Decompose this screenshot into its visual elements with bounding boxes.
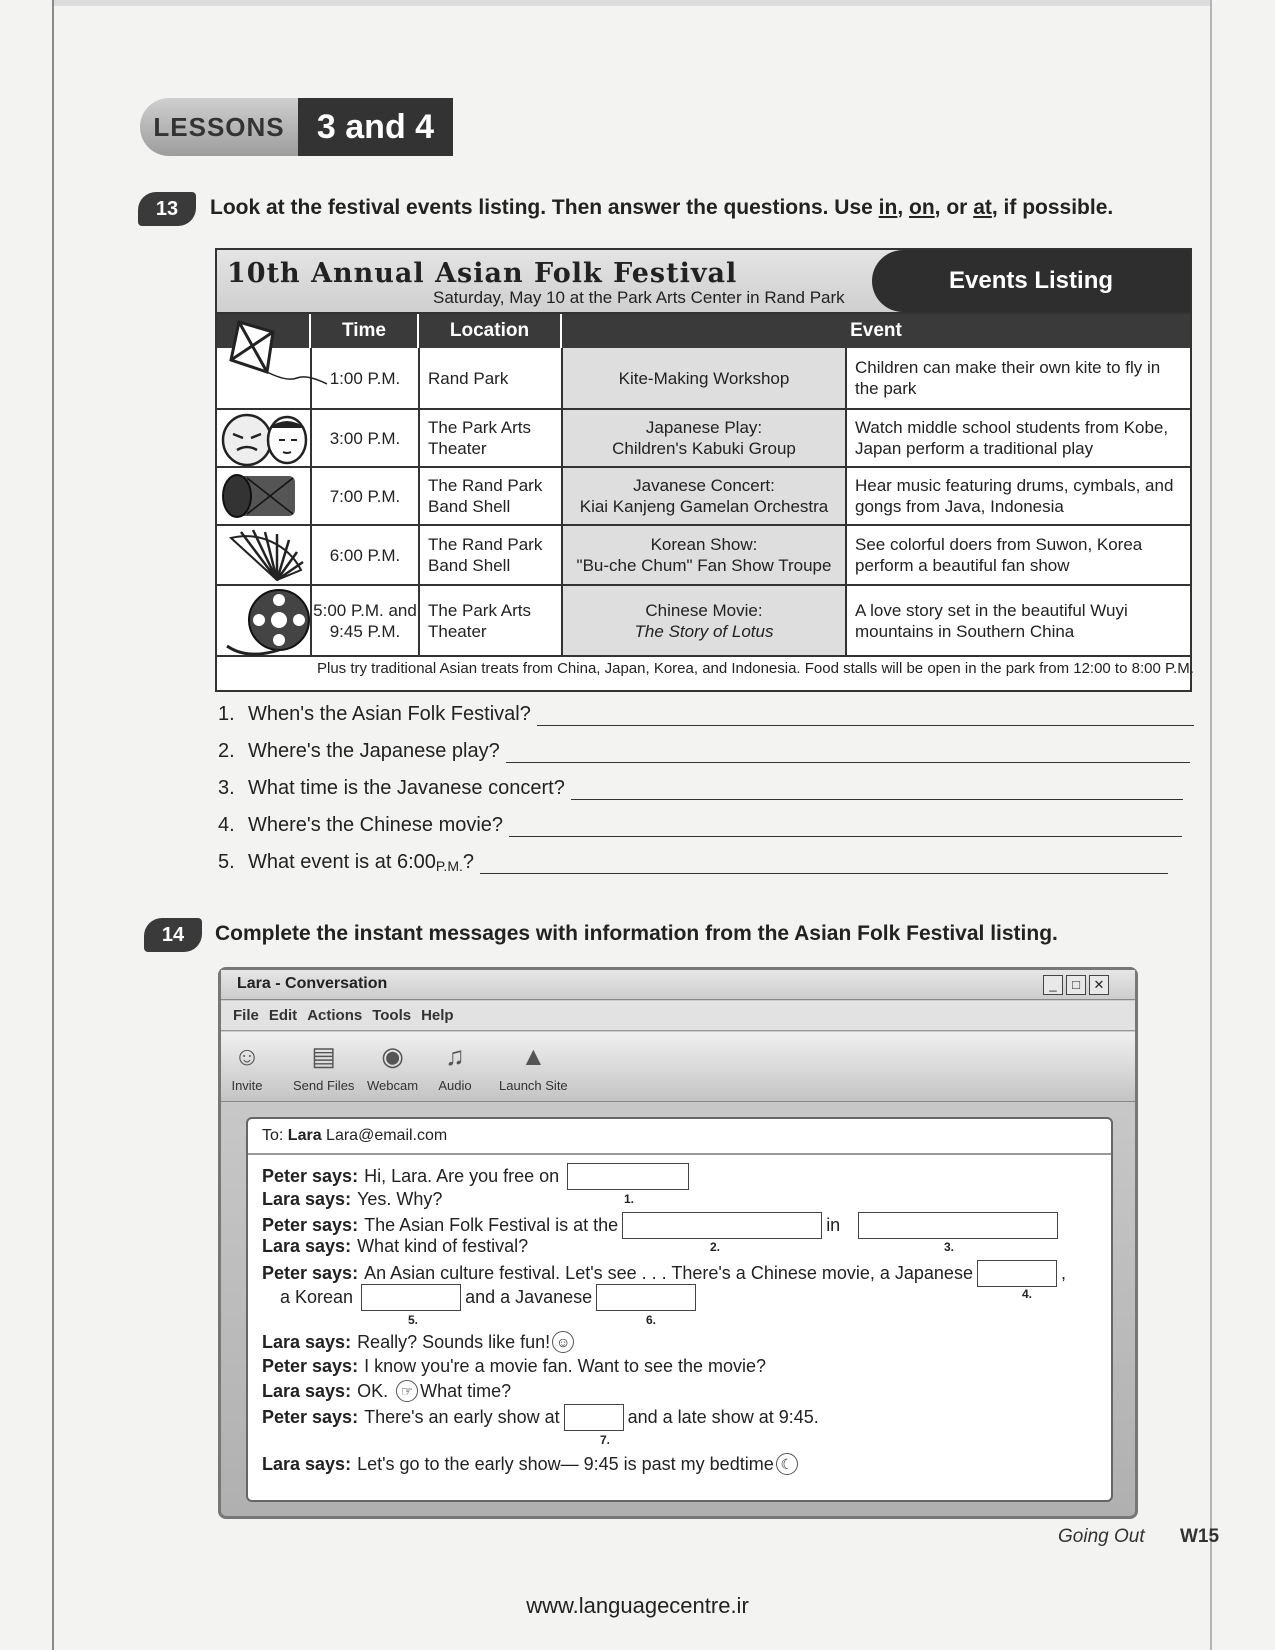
row-event [563, 586, 845, 655]
question-number: 2. [218, 740, 235, 762]
message-text: OK. [357, 1380, 389, 1401]
answer-line[interactable] [509, 819, 1182, 837]
row-description: Children can make their own kite to fly in the park [855, 358, 1161, 398]
speaker-label: Peter says: [262, 1263, 359, 1283]
row-time: 6:00 P.M. [329, 545, 401, 565]
message-text: What kind of festival? [357, 1236, 529, 1256]
row-location: Rand Park [428, 368, 509, 388]
webcam-button[interactable]: ◉ Webcam [367, 1038, 418, 1093]
blank-1[interactable] [567, 1163, 689, 1190]
to-label: To: [262, 1127, 284, 1144]
blank-number: 7. [600, 1433, 611, 1447]
menu-file[interactable]: File [233, 1007, 259, 1024]
page-edge [52, 0, 54, 1650]
kabuki-masks-icon [217, 410, 311, 466]
speaker-label: Lara says: [262, 1236, 352, 1256]
event-performer: Kiai Kanjeng Gamelan Orchestra [579, 497, 829, 516]
event-name: Javanese Concert: [633, 476, 775, 495]
blank-number: 5. [408, 1313, 419, 1327]
message-text: in [826, 1215, 841, 1235]
grid-line [845, 348, 847, 656]
chat-message [262, 1356, 766, 1377]
event-name: Chinese Movie: [645, 600, 763, 620]
to-email: Lara@email.com [326, 1127, 448, 1144]
blank-5[interactable] [361, 1284, 461, 1311]
festival-subtitle: Saturday, May 10 at the Park Arts Center in Rand Park [433, 288, 845, 307]
grid-line [418, 348, 420, 656]
lessons-banner [140, 98, 453, 156]
chat-message [262, 1212, 1062, 1239]
question-item [218, 777, 1183, 800]
message-text: There's an early show at [364, 1407, 560, 1427]
event-name: Korean Show: [650, 535, 758, 554]
question-text: When's the Asian Folk Festival? [248, 703, 531, 725]
page-edge [1210, 0, 1212, 1650]
event-performer: Children's Kabuki Group [612, 439, 796, 458]
message-text: and a late show at 9:45. [627, 1407, 819, 1427]
question-item [218, 814, 1182, 837]
row-event: Kite-Making Workshop [618, 368, 790, 388]
row-time: 3:00 P.M. [329, 428, 401, 448]
grid-line [217, 655, 1190, 657]
webcam-icon: ◉ [381, 1040, 404, 1071]
blank-number: 4. [1022, 1287, 1033, 1301]
smiley-icon: ☺ [552, 1331, 574, 1353]
files-icon: ▤ [311, 1040, 336, 1071]
speaker-label: Lara says: [262, 1453, 352, 1474]
chat-message [280, 1284, 700, 1311]
row-location: The Rand Park Band Shell [428, 476, 543, 516]
speaker-label: Peter says: [262, 1166, 359, 1186]
question-number: 5. [218, 851, 235, 873]
window-title: Lara - Conversation [237, 975, 388, 992]
question-text: What time is the Javanese concert? [248, 777, 565, 799]
column-head-event: Event [562, 314, 1190, 348]
menu-bar [221, 1001, 1135, 1031]
speaker-label: Lara says: [262, 1380, 352, 1401]
blank-7[interactable] [564, 1404, 624, 1431]
menu-edit[interactable]: Edit [268, 1007, 298, 1024]
chat-message [262, 1163, 693, 1190]
message-text: What time? [420, 1380, 512, 1401]
menu-actions[interactable]: Actions [307, 1007, 363, 1024]
row-location: The Park Arts Theater [428, 600, 531, 641]
question-number: 3. [218, 777, 235, 799]
row-description: Watch middle school students from Kobe, Japan perform a traditional play [855, 418, 1169, 458]
sleepy-moon-icon: ☾ [776, 1453, 798, 1475]
event-performer: "Bu-che Chum" Fan Show Troupe [576, 556, 832, 575]
fan-icon [217, 526, 311, 584]
question-text: Where's the Japanese play? [248, 740, 500, 762]
blank-2[interactable] [622, 1212, 822, 1239]
message-text: and a Javanese [465, 1287, 593, 1307]
chat-message [262, 1189, 442, 1210]
kite-icon [217, 312, 311, 408]
blank-6[interactable] [596, 1284, 696, 1311]
question-item [218, 703, 1194, 726]
speaker-label: Lara says: [262, 1189, 352, 1209]
speaker-label: Peter says: [262, 1215, 359, 1235]
row-description: Hear music featuring drums, cymbals, and gongs from Java, Indonesia [855, 476, 1174, 516]
send-files-button[interactable]: ▤ Send Files [293, 1038, 354, 1093]
row-time: 5:00 P.M. and 9:45 P.M. [313, 600, 417, 641]
festival-title: 10th Annual Asian Folk Festival [227, 258, 738, 289]
blank-number: 3. [944, 1240, 955, 1254]
window-titlebar [221, 970, 1135, 1000]
chat-message [262, 1453, 798, 1475]
answer-line[interactable] [571, 782, 1183, 800]
chat-panel [246, 1117, 1113, 1502]
message-text: Yes. Why? [357, 1189, 443, 1209]
to-name: Lara [287, 1127, 322, 1144]
lessons-label: LESSONS [140, 98, 298, 156]
row-time: 1:00 P.M. [329, 368, 401, 388]
row-description: A love story set in the beautiful Wuyi mountains in Southern China [855, 600, 1128, 641]
chat-message [262, 1331, 574, 1353]
menu-tools[interactable]: Tools [372, 1007, 412, 1024]
lessons-number: 3 and 4 [298, 98, 453, 156]
message-text: The Asian Folk Festival is at the [364, 1215, 619, 1235]
people-icon: ☺ [233, 1040, 261, 1071]
exercise-number: 14 [144, 918, 202, 952]
row-description: See colorful doers from Suwon, Korea perform a beautiful fan show [855, 535, 1143, 575]
message-text: Really? Sounds like fun! [357, 1331, 551, 1352]
row-event [563, 468, 845, 524]
column-head-time: Time [311, 314, 419, 348]
message-text: , [1060, 1263, 1066, 1283]
chat-message [262, 1404, 819, 1431]
blank-number: 2. [710, 1240, 721, 1254]
minimize-button[interactable]: _ [1043, 975, 1063, 995]
question-text-suffix: P.M. [435, 858, 463, 874]
blank-number: 6. [646, 1313, 657, 1327]
exercise-number: 13 [138, 192, 196, 226]
question-text-tail: ? [462, 851, 474, 873]
row-location: The Rand Park Band Shell [428, 535, 543, 575]
rocket-icon: ▲ [520, 1040, 547, 1071]
question-item [218, 740, 1190, 763]
column-head-location: Location [419, 314, 562, 348]
microphone-icon: ♫ [445, 1040, 465, 1071]
speaker-label: Lara says: [262, 1331, 352, 1352]
question-item [218, 851, 1168, 874]
answer-line[interactable] [506, 745, 1190, 763]
chat-message [262, 1260, 1066, 1287]
menu-help[interactable]: Help [421, 1007, 454, 1024]
chat-message [262, 1380, 511, 1402]
message-text: a Korean [280, 1287, 354, 1307]
row-event [563, 526, 845, 584]
message-text: An Asian culture festival. Let's see . . . There's a Chinese movie, a Japanese [364, 1263, 973, 1283]
launch-site-button[interactable]: ▲ Launch Site [499, 1038, 568, 1093]
audio-button[interactable]: ♫ Audio [437, 1038, 473, 1093]
exercise-instruction: Complete the instant messages with information from the Asian Folk Festival listing. [215, 922, 1058, 945]
exercise-instruction: Look at the festival events listing. Then answer the questions. Use in, on, or at, if possible. [210, 196, 1114, 219]
close-button[interactable]: ✕ [1089, 975, 1109, 995]
message-text: Hi, Lara. Are you free on [364, 1166, 560, 1186]
question-number: 1. [218, 703, 235, 725]
speaker-label: Peter says: [262, 1356, 359, 1376]
footer-page-number: W15 [1180, 1526, 1220, 1547]
event-performer: The Story of Lotus [634, 621, 774, 641]
events-listing-label: Events Listing [872, 250, 1190, 312]
answer-line[interactable] [480, 856, 1168, 874]
question-text: What event is at 6:00 [248, 851, 436, 873]
im-conversation-window [218, 967, 1138, 1519]
row-event [563, 410, 845, 466]
festival-events-listing [215, 248, 1192, 692]
festival-header [217, 250, 1190, 314]
blank-4[interactable] [977, 1260, 1057, 1287]
blank-3[interactable] [858, 1212, 1058, 1239]
answer-line[interactable] [537, 708, 1194, 726]
event-name: Japanese Play: [645, 418, 763, 437]
pointing-hand-icon: ☞ [396, 1380, 418, 1402]
festival-footer-note: Plus try traditional Asian treats from China, Japan, Korea, and Indonesia. Food stalls will be open in the park from 12:00 to 8:00 P.M. [317, 660, 1194, 677]
message-text: I know you're a movie fan. Want to see the movie? [364, 1356, 767, 1376]
drum-icon [217, 468, 311, 524]
page-edge [54, 0, 1210, 6]
invite-button[interactable]: ☺ Invite [229, 1038, 265, 1093]
blank-number: 1. [624, 1192, 635, 1206]
maximize-button[interactable]: □ [1066, 975, 1086, 995]
row-location: The Park Arts Theater [428, 418, 531, 458]
footer-url: www.languagecentre.ir [526, 1593, 749, 1618]
question-number: 4. [218, 814, 235, 836]
chat-message [262, 1236, 528, 1257]
toolbar [221, 1032, 1135, 1102]
speaker-label: Peter says: [262, 1407, 359, 1427]
question-text: Where's the Chinese movie? [248, 814, 504, 836]
footer-section: Going Out [1058, 1526, 1145, 1547]
to-field [248, 1119, 1111, 1155]
row-time: 7:00 P.M. [329, 486, 401, 506]
message-text: Let's go to the early show— 9:45 is past my bedtime [357, 1453, 774, 1474]
film-reel-icon [217, 586, 311, 658]
